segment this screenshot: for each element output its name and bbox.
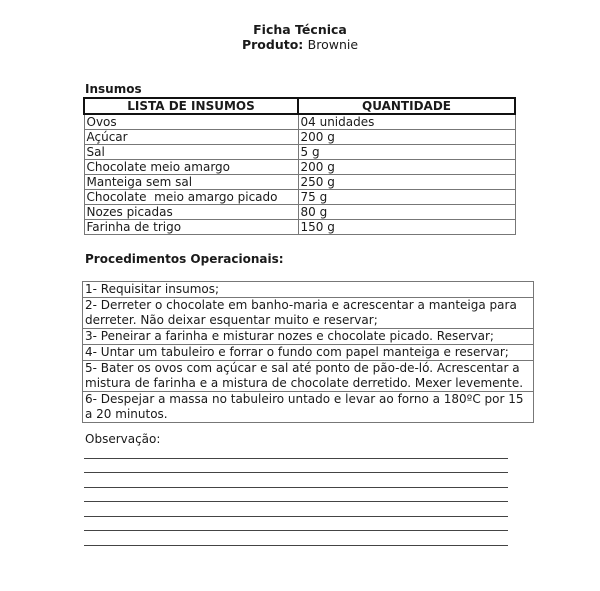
column-header-insumos: LISTA DE INSUMOS: [84, 98, 298, 114]
insumo-qty: 200 g: [298, 160, 515, 175]
insumo-qty: 5 g: [298, 145, 515, 160]
insumo-qty: 150 g: [298, 220, 515, 235]
table-row: [84, 190, 515, 205]
procedimentos-table: [82, 281, 534, 423]
insumo-qty: 250 g: [298, 175, 515, 190]
procedure-step-row: [83, 361, 534, 392]
table-row: [84, 145, 515, 160]
procedure-step-row: [83, 392, 534, 423]
insumo-qty: 75 g: [298, 190, 515, 205]
procedure-step-row: [83, 345, 534, 361]
product-label: Produto:: [241, 37, 304, 52]
insumo-qty: 04 unidades: [298, 114, 515, 130]
observacao-blank-line: [84, 530, 508, 531]
procedure-step: 6- Despejar a massa no tabuleiro untado e levar ao forno a 180ºC por 15 a 20 minutos.: [83, 392, 534, 423]
insumo-name: Chocolate meio amargo: [84, 160, 298, 175]
insumo-name: Chocolate meio amargo picado: [84, 190, 298, 205]
insumo-name: Farinha de trigo: [84, 220, 298, 235]
procedure-step: 5- Bater os ovos com açúcar e sal até ponto de pão-de-ló. Acrescentar a mistura de farinha e a mistura de chocolate derretido. Mexer levemente.: [83, 361, 534, 392]
insumo-name: Nozes picadas: [84, 205, 298, 220]
insumo-name: Açúcar: [84, 130, 298, 145]
observacao-blank-line: [84, 472, 508, 473]
column-header-quantidade: QUANTIDADE: [298, 98, 515, 114]
insumo-qty: 200 g: [298, 130, 515, 145]
insumo-name: Sal: [84, 145, 298, 160]
observacao-label: Observação:: [85, 432, 161, 446]
insumo-name: Ovos: [84, 114, 298, 130]
procedure-step-row: [83, 329, 534, 345]
table-row: [84, 220, 515, 235]
insumos-table: [83, 97, 516, 235]
table-row: [84, 205, 515, 220]
table-row: [84, 175, 515, 190]
insumo-qty: 80 g: [298, 205, 515, 220]
document-title: Ficha Técnica: [253, 22, 347, 37]
procedure-step: 1- Requisitar insumos;: [83, 282, 534, 298]
insumo-name: Manteiga sem sal: [84, 175, 298, 190]
procedure-step-row: [83, 298, 534, 329]
observacao-blank-line: [84, 545, 508, 546]
table-row: [84, 160, 515, 175]
observacao-blank-line: [84, 501, 508, 502]
product-value: Brownie: [307, 37, 359, 52]
table-row: [84, 130, 515, 145]
insumos-header-row: [84, 98, 515, 114]
procedimentos-section-title: Procedimentos Operacionais:: [85, 252, 284, 266]
procedure-step: 3- Peneirar a farinha e misturar nozes e chocolate picado. Reservar;: [83, 329, 534, 345]
procedure-step: 4- Untar um tabuleiro e forrar o fundo com papel manteiga e reservar;: [83, 345, 534, 361]
product-line: [0, 37, 600, 52]
table-row: [84, 114, 515, 130]
observacao-blank-line: [84, 487, 508, 488]
procedure-step-row: [83, 282, 534, 298]
observacao-blank-line: [84, 516, 508, 517]
procedure-step: 2- Derreter o chocolate em banho-maria e acrescentar a manteiga para derreter. Não deixar esquentar muito e reservar;: [83, 298, 534, 329]
insumos-section-title: Insumos: [85, 82, 142, 96]
observacao-blank-line: [84, 458, 508, 459]
